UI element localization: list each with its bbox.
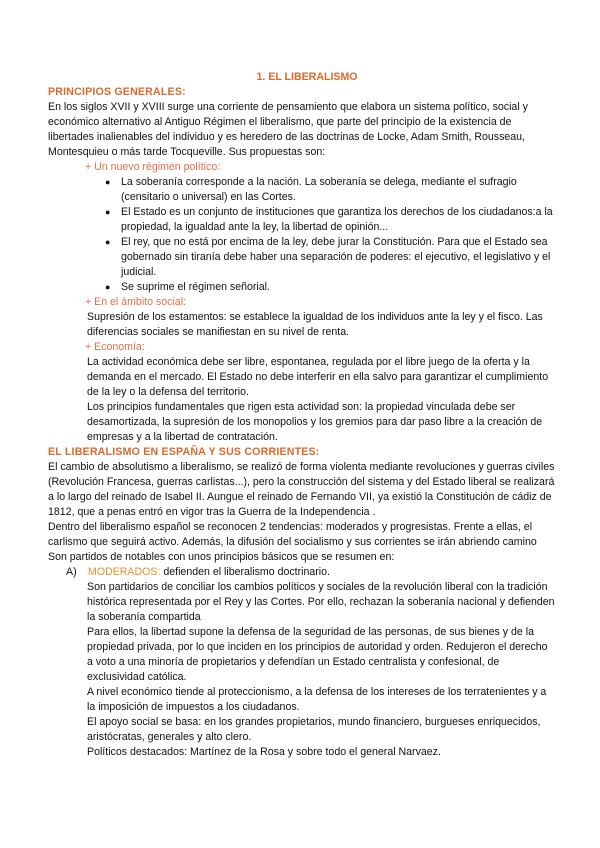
list-item: ● El rey, que no está por encima de la ley, debe jurar la Constitución. Para que el Estado sea gobernado sin tiranía debe haber una separación de poderes: el ejecutivo, el legislativo y el judicial. [121,235,556,280]
economy-paragraph-2: Los principios fundamentales que rigen esta actividad son: la propiedad vinculada debe ser desamortizada, la supresión de los monopolios y los gremios para dar paso libre a la creación de empresas y a la libertad de contratación. [87,401,543,443]
moderados-paragraph: El apoyo social se basa: en los grandes propietarios, mundo financiero, burgueses enriquecidos, aristócratas, generales y alto clero. [87,716,541,743]
spain-paragraph-2: Dentro del liberalismo español se reconocen 2 tendencias: moderados y progresistas. Frente a ellas, el carlismo que seguirá activo. Además, la difusión del socialismo y sus corrientes se irán abriendo camino [48,521,537,548]
document-page [48,70,556,760]
economy-paragraph-1: La actividad económica debe ser libre, espontanea, regulada por el libre juego de la oferta y la demanda en el mercado. El Estado no debe interferir en ella salvo para garantizar el cumplimiento de la ley o la defensa del territorio. [87,356,549,398]
moderados-desc: defienden el liberalismo doctrinario. [160,566,330,578]
list-item: ● Se suprime el régimen señorial. [121,280,556,295]
subheading-economia: + Economía: [85,341,145,353]
social-paragraph: Supresión de los estamentos: se establece la igualdad de los individuos ante la ley y el fisco. Las diferencias sociales se manifiestan en su nivel de renta. [87,311,543,338]
section-heading-espana: EL LIBERALISMO EN ESPAÑA Y SUS CORRIENTES: [48,446,320,458]
document-title: 1. EL LIBERALISMO [256,71,358,83]
moderados-paragraph: Son partidarios de conciliar los cambios políticos y sociales de la revolución liberal con la tradición histórica representada por el Rey y las Cortes. Por ello, rechazan la soberanía nacional y defienden la soberanía compartida [87,581,555,623]
moderados-label: MODERADOS: [88,566,161,578]
subheading-politico: + Un nuevo régimen político: [85,161,221,173]
moderados-paragraph: Políticos destacados: Martínez de la Rosa y sobre todo el general Narvaez. [87,746,441,758]
moderados-paragraph: A nivel económico tiende al proteccionismo, a la defensa de los intereses de los terratenientes y a la imposición de impuestos a los ciudadanos. [87,686,547,713]
list-item: ● El Estado es un conjunto de instituciones que garantiza los derechos de los ciudadanos:a la propiedad, la igualdad ante la ley, la libertad de opinión... [121,205,556,235]
moderados-paragraph: Para ellos, la libertad supone la defensa de la seguridad de las personas, de sus bienes y de la propiedad privada, por lo que inciden en los principios de autoridad y orden. Redujeron el derecho a voto a una minoría de propietarios y defendían un Estado centralista y confesional, de exclusividad católica. [87,626,548,683]
intro-paragraph: En los siglos XVII y XVIII surge una corriente de pensamiento que elabora un sistema político, social y económico alternativo al Antiguo Régimen el liberalismo, que parte del principio de la existencia de libertades inalienables del individuo y es heredero de las doctrinas de Locke, Adam Smith, Rousseau, Montesquieu o más tarde Tocqueville. Sus propuestas son: [48,101,528,158]
spain-paragraph-3: Son partidos de notables con unos principios básicos que se resumen en: [48,551,395,563]
list-item: ● La soberanía corresponde a la nación. La soberanía se delega, mediante el sufragio (censitario o universal) en las Cortes. [121,175,556,205]
moderados-heading-line [48,565,556,580]
subheading-social: + En el ámbito social: [85,296,186,308]
spain-paragraph-1: El cambio de absolutismo a liberalismo, se realizó de forma violenta mediante revoluciones y guerras civiles (Revolución Francesa, guerras carlistas...), pero la construcción del sistema y del Estado liberal se realizará a lo largo del reinado de Isabel II. Aungue el reinado de Fernando VII, ya existió la Constitución de cádiz de 1812, que a penas entró en vigor tras la Guerra de la Independencia . [48,461,555,518]
list-marker-a: A) [66,566,77,578]
political-list [48,175,556,295]
section-heading-principios: PRINCIPIOS GENERALES: [48,86,186,98]
